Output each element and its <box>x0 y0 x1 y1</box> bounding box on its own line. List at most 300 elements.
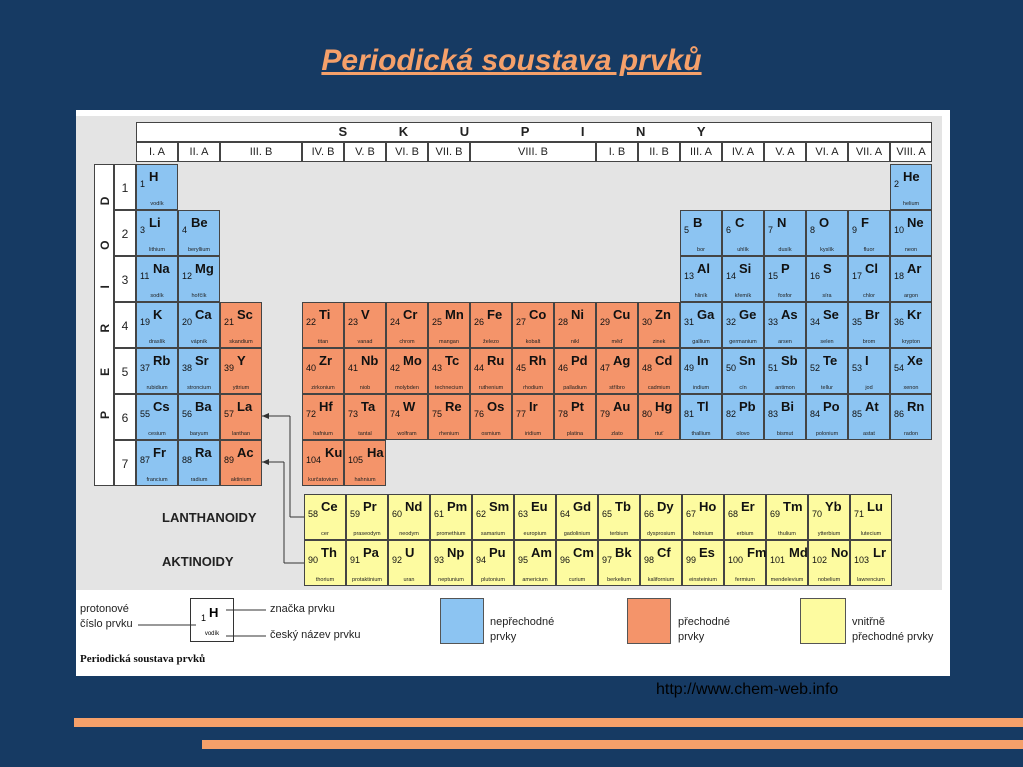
atomic-number: 54 <box>894 363 905 373</box>
element-name: fosfor <box>778 293 792 299</box>
element-symbol: Np <box>447 545 465 560</box>
legend-example-z: 1 <box>201 613 207 623</box>
element-symbol: Pt <box>571 399 584 414</box>
element-symbol: Pd <box>571 353 588 368</box>
atomic-number: 31 <box>684 317 695 327</box>
element-name: erbium <box>736 531 754 537</box>
element-symbol: Yb <box>825 499 842 514</box>
element-symbol: Se <box>823 307 839 322</box>
atomic-number: 74 <box>390 409 401 419</box>
atomic-number: 24 <box>390 317 401 327</box>
element-symbol: Al <box>697 261 710 276</box>
decorative-stripe-top <box>74 718 1023 727</box>
atomic-number: 25 <box>432 317 443 327</box>
element-symbol: Rb <box>153 353 171 368</box>
element-symbol: Eu <box>531 499 548 514</box>
element-symbol: I <box>865 353 869 368</box>
element-symbol: Xe <box>907 353 923 368</box>
element-name: dysprosium <box>646 531 676 537</box>
atomic-number: 63 <box>518 509 529 519</box>
atomic-number: 95 <box>518 555 529 565</box>
atomic-number: 53 <box>852 363 863 373</box>
atomic-number: 60 <box>392 509 403 519</box>
atomic-number: 78 <box>558 409 569 419</box>
element-symbol: Te <box>823 353 838 368</box>
element-name: protaktinium <box>352 577 382 583</box>
atomic-number: 30 <box>642 317 653 327</box>
legend-nontransition-label: nepřechodné prvky <box>490 616 555 643</box>
element-name: polonium <box>815 431 839 437</box>
element-name: vápník <box>190 339 208 345</box>
element-symbol: Sb <box>781 353 798 368</box>
element-name: cesium <box>148 431 166 437</box>
element-name: vodík <box>150 201 164 207</box>
element-symbol: Am <box>531 545 552 560</box>
atomic-number: 66 <box>644 509 655 519</box>
element-name: antimon <box>775 385 795 391</box>
element-name: gallium <box>692 339 710 345</box>
atomic-number: 10 <box>894 225 905 235</box>
element-name: baryum <box>189 431 209 437</box>
element-symbol: Ti <box>319 307 331 322</box>
element-name: cer <box>321 531 329 537</box>
atomic-number: 83 <box>768 409 779 419</box>
element-symbol: Sc <box>237 307 253 322</box>
element-name: selen <box>820 339 834 345</box>
atomic-number: 64 <box>560 509 571 519</box>
element-symbol: He <box>903 169 920 184</box>
legend-czech-name-label: český název prvku <box>270 629 361 641</box>
period-number-2: 2 <box>114 210 136 256</box>
legend-example-symbol: H <box>209 605 219 620</box>
element-symbol: Ta <box>361 399 376 414</box>
decorative-stripe-bottom <box>202 740 1023 749</box>
element-name: molybden <box>395 385 419 391</box>
element-name: nikl <box>570 339 580 345</box>
legend-caption: Periodická soustava prvků <box>80 653 206 665</box>
atomic-number: 75 <box>432 409 443 419</box>
atomic-number: 59 <box>350 509 361 519</box>
element-symbol: Tb <box>615 499 631 514</box>
element-symbol: Re <box>445 399 462 414</box>
element-name: thulium <box>778 531 796 537</box>
element-name: europium <box>523 531 547 537</box>
element-symbol: Cl <box>865 261 878 276</box>
element-symbol: Rh <box>529 353 547 368</box>
atomic-number: 47 <box>600 363 611 373</box>
atomic-number: 80 <box>642 409 653 419</box>
element-symbol: P <box>781 261 790 276</box>
element-name: síra <box>822 293 832 299</box>
element-symbol: Kr <box>907 307 922 322</box>
element-symbol: Ni <box>571 307 584 322</box>
element-symbol: Ge <box>739 307 757 322</box>
element-name: skandium <box>229 339 253 345</box>
atomic-number: 76 <box>474 409 485 419</box>
element-symbol: Ba <box>195 399 212 414</box>
atomic-number: 21 <box>224 317 235 327</box>
element-name: rhenium <box>439 431 459 437</box>
element-symbol: S <box>823 261 832 276</box>
element-name: neon <box>904 247 918 253</box>
atomic-number: 82 <box>726 409 737 419</box>
actinoids-label: AKTINOIDY <box>162 554 234 569</box>
atomic-number: 35 <box>852 317 863 327</box>
element-name: křemík <box>734 293 752 299</box>
atomic-number: 46 <box>558 363 569 373</box>
element-symbol: Lu <box>867 499 883 514</box>
element-symbol: La <box>237 399 253 414</box>
atomic-number: 105 <box>348 455 364 465</box>
element-name: vanad <box>357 339 373 345</box>
atomic-number: 73 <box>348 409 359 419</box>
element-name: palladium <box>563 385 587 391</box>
atomic-number: 8 <box>810 225 816 235</box>
element-name: francium <box>146 477 168 483</box>
atomic-number: 18 <box>894 271 905 281</box>
atomic-number: 58 <box>308 509 319 519</box>
atomic-number: 79 <box>600 409 611 419</box>
element-name: technecium <box>434 385 464 391</box>
element-symbol: Ru <box>487 353 505 368</box>
element-name: zlato <box>611 431 623 437</box>
element-symbol: Pb <box>739 399 756 414</box>
atomic-number: 42 <box>390 363 401 373</box>
element-name: holmium <box>692 531 714 537</box>
element-name: jod <box>865 385 873 391</box>
atomic-number: 40 <box>306 363 317 373</box>
element-name: brom <box>862 339 876 345</box>
element-symbol: Na <box>153 261 170 276</box>
element-symbol: N <box>777 215 787 230</box>
atomic-number: 65 <box>602 509 613 519</box>
atomic-number: 27 <box>516 317 527 327</box>
atomic-number: 89 <box>224 455 235 465</box>
atomic-number: 99 <box>686 555 697 565</box>
element-symbol: Cd <box>655 353 673 368</box>
element-name: sodík <box>150 293 164 299</box>
element-symbol: No <box>831 545 849 560</box>
group-header-12: IV. A <box>722 142 764 162</box>
atomic-number: 81 <box>684 409 695 419</box>
element-name: fluor <box>863 247 875 253</box>
atomic-number: 32 <box>726 317 737 327</box>
element-symbol: Cf <box>657 545 671 560</box>
group-header-16: VIII. A <box>890 142 932 162</box>
atomic-number: 22 <box>306 317 317 327</box>
element-name: neodym <box>399 531 419 537</box>
element-symbol: Gd <box>573 499 592 514</box>
period-number-7: 7 <box>114 440 136 486</box>
element-symbol: Be <box>191 215 208 230</box>
group-header-7: VII. B <box>428 142 470 162</box>
atomic-number: 85 <box>852 409 863 419</box>
element-symbol: Os <box>487 399 505 414</box>
atomic-number: 28 <box>558 317 569 327</box>
element-name: kyslík <box>820 247 834 253</box>
element-name: rtuť <box>654 431 664 437</box>
atomic-number: 88 <box>182 455 193 465</box>
legend-transition-swatch <box>627 598 671 644</box>
atomic-number: 4 <box>182 225 188 235</box>
element-symbol: Sr <box>195 353 209 368</box>
element-name: hahnium <box>354 477 376 483</box>
period-number-1: 1 <box>114 164 136 210</box>
atomic-number: 91 <box>350 555 361 565</box>
element-symbol: Po <box>823 399 840 414</box>
element-name: argon <box>903 293 919 299</box>
group-header-6: VI. B <box>386 142 428 162</box>
legend-inner-transition-swatch <box>800 598 846 644</box>
element-symbol: Mn <box>445 307 464 322</box>
atomic-number: 50 <box>726 363 737 373</box>
element-symbol: Er <box>741 499 755 514</box>
atomic-number: 52 <box>810 363 821 373</box>
element-name: rubidium <box>146 385 168 391</box>
element-name: uhlík <box>737 247 749 253</box>
atomic-number: 61 <box>434 509 445 519</box>
atomic-number: 2 <box>894 179 900 189</box>
element-name: arsen <box>778 339 792 345</box>
element-symbol: Ar <box>907 261 922 276</box>
element-symbol: K <box>153 307 163 322</box>
element-symbol: W <box>403 399 416 414</box>
atomic-number: 62 <box>476 509 487 519</box>
atomic-number: 98 <box>644 555 655 565</box>
group-header-15: VII. A <box>848 142 890 162</box>
atomic-number: 77 <box>516 409 527 419</box>
element-name: samarium <box>480 531 506 537</box>
element-name: chrom <box>399 339 415 345</box>
atomic-number: 67 <box>686 509 697 519</box>
atomic-number: 5 <box>684 225 690 235</box>
group-header-9: I. B <box>596 142 638 162</box>
element-symbol: Tm <box>783 499 803 514</box>
element-symbol: Dy <box>657 499 674 514</box>
atomic-number: 90 <box>308 555 319 565</box>
period-number-5: 5 <box>114 348 136 394</box>
element-symbol: Ca <box>195 307 212 322</box>
element-name: gadolinium <box>563 531 591 537</box>
group-header-2: II. A <box>178 142 220 162</box>
element-name: mangan <box>439 339 459 345</box>
element-symbol: Pm <box>447 499 468 514</box>
element-symbol: Nd <box>405 499 423 514</box>
atomic-number: 16 <box>810 271 821 281</box>
element-name: hliník <box>694 293 708 299</box>
element-symbol: Rn <box>907 399 925 414</box>
element-name: radium <box>190 477 208 483</box>
element-name: iridium <box>524 431 542 437</box>
element-name: draslík <box>148 339 166 345</box>
element-name: cadmium <box>647 385 671 391</box>
element-symbol: Au <box>613 399 631 414</box>
atomic-number: 70 <box>812 509 823 519</box>
atomic-number: 12 <box>182 271 193 281</box>
atomic-number: 92 <box>392 555 403 565</box>
element-symbol: O <box>819 215 830 230</box>
element-symbol: Tl <box>697 399 709 414</box>
element-name: měď <box>611 339 623 345</box>
atomic-number: 71 <box>854 509 865 519</box>
atomic-number: 100 <box>728 555 744 565</box>
element-symbol: Es <box>699 545 715 560</box>
element-symbol: Fm <box>747 545 767 560</box>
atomic-number: 56 <box>182 409 193 419</box>
element-name: nobelium <box>817 577 841 583</box>
atomic-number: 13 <box>684 271 695 281</box>
element-name: lanthan <box>231 431 251 437</box>
atomic-number: 17 <box>852 271 863 281</box>
element-name: stroncium <box>187 385 211 391</box>
element-symbol: Fe <box>487 307 503 322</box>
element-name: yttrium <box>232 385 250 391</box>
element-name: titan <box>317 339 329 345</box>
element-name: zinek <box>652 339 666 345</box>
group-header-3: III. B <box>220 142 302 162</box>
atomic-number: 6 <box>726 225 732 235</box>
element-symbol: Ga <box>697 307 715 322</box>
element-symbol: Br <box>865 307 880 322</box>
element-name: hafnium <box>313 431 333 437</box>
atomic-number: 29 <box>600 317 611 327</box>
atomic-number: 87 <box>140 455 151 465</box>
atomic-number: 34 <box>810 317 821 327</box>
element-name: rhodium <box>523 385 543 391</box>
element-symbol: Cm <box>573 545 594 560</box>
period-number-4: 4 <box>114 302 136 348</box>
element-symbol: Ir <box>529 399 538 414</box>
atomic-number: 39 <box>224 363 235 373</box>
element-symbol: Ce <box>321 499 338 514</box>
element-symbol: Y <box>237 353 246 368</box>
element-name: osmium <box>481 431 501 437</box>
group-header-10: II. B <box>638 142 680 162</box>
element-name: kalifornium <box>647 577 675 583</box>
element-symbol: Ha <box>367 445 384 460</box>
atomic-number: 93 <box>434 555 445 565</box>
element-name: thallium <box>691 431 711 437</box>
atomic-number: 51 <box>768 363 779 373</box>
atomic-number: 103 <box>854 555 870 565</box>
element-symbol: Si <box>739 261 752 276</box>
atomic-number: 11 <box>140 271 150 281</box>
atomic-number: 49 <box>684 363 695 373</box>
element-name: radon <box>903 431 919 437</box>
element-symbol: Zn <box>655 307 671 322</box>
element-symbol: As <box>781 307 798 322</box>
element-name: bor <box>697 247 705 253</box>
element-symbol: Ag <box>613 353 631 368</box>
atomic-number: 104 <box>306 455 322 465</box>
element-name: olovo <box>736 431 750 437</box>
element-name: thorium <box>315 577 335 583</box>
element-name: kurčatovium <box>308 477 338 483</box>
element-symbol: Th <box>321 545 337 560</box>
legend-symbol-label: značka prvku <box>270 603 335 615</box>
source-url[interactable]: http://www.chem-web.info <box>656 681 839 698</box>
element-name: promethium <box>436 531 466 537</box>
atomic-number: 37 <box>140 363 151 373</box>
atomic-number: 44 <box>474 363 485 373</box>
group-header-13: V. A <box>764 142 806 162</box>
legend-nontransition-swatch <box>440 598 484 644</box>
element-name: niob <box>359 385 371 391</box>
element-symbol: Md <box>789 545 808 560</box>
legend-transition-label: přechodné prvky <box>678 616 730 643</box>
atomic-number: 20 <box>182 317 193 327</box>
atomic-number: 68 <box>728 509 739 519</box>
element-symbol: In <box>697 353 709 368</box>
element-symbol: B <box>693 215 703 230</box>
element-symbol: Nb <box>361 353 379 368</box>
group-header-8: VIII. B <box>470 142 596 162</box>
atomic-number: 55 <box>140 409 151 419</box>
element-name: stříbro <box>609 385 625 391</box>
element-symbol: Pu <box>489 545 506 560</box>
element-name: bismut <box>776 431 794 437</box>
legend-proton-number: protonové číslo prvku <box>80 603 133 630</box>
group-header-5: V. B <box>344 142 386 162</box>
element-name: americium <box>522 577 548 583</box>
atomic-number: 43 <box>432 363 443 373</box>
periods-header: P E R I O D <box>94 164 114 486</box>
element-name: wolfram <box>397 431 417 437</box>
atomic-number: 48 <box>642 363 653 373</box>
element-name: mendelevium <box>770 577 804 583</box>
element-symbol: Ne <box>907 215 924 230</box>
element-symbol: Tc <box>445 353 460 368</box>
element-symbol: Sn <box>739 353 756 368</box>
element-name: helium <box>902 201 920 207</box>
element-symbol: V <box>361 307 370 322</box>
period-number-6: 6 <box>114 394 136 440</box>
element-name: germanium <box>729 339 757 345</box>
legend-inner-transition-label: vnitřně přechodné prvky <box>852 616 934 643</box>
element-symbol: Hf <box>319 399 333 414</box>
atomic-number: 9 <box>852 225 858 235</box>
atomic-number: 3 <box>140 225 146 235</box>
atomic-number: 69 <box>770 509 781 519</box>
element-symbol: F <box>861 215 869 230</box>
atomic-number: 57 <box>224 409 235 419</box>
element-name: ruthenium <box>478 385 504 391</box>
element-symbol: Fr <box>153 445 166 460</box>
element-symbol: Pa <box>363 545 379 560</box>
element-name: curium <box>568 577 586 583</box>
atomic-number: 23 <box>348 317 359 327</box>
element-name: indium <box>692 385 710 391</box>
element-symbol: C <box>735 215 745 230</box>
element-symbol: Ho <box>699 499 717 514</box>
element-name: lawrencium <box>857 577 885 583</box>
atomic-number: 72 <box>306 409 317 419</box>
element-name: uran <box>403 577 415 583</box>
element-name: lutecium <box>860 531 882 537</box>
element-symbol: Pr <box>363 499 377 514</box>
atomic-number: 86 <box>894 409 905 419</box>
atomic-number: 38 <box>182 363 193 373</box>
element-symbol: Cs <box>153 399 170 414</box>
element-name: tantal <box>358 431 372 437</box>
element-symbol: Ac <box>237 445 254 460</box>
element-symbol: Cu <box>613 307 631 322</box>
element-name: praseodym <box>353 531 381 537</box>
element-name: lithium <box>149 247 165 253</box>
atomic-number: 102 <box>812 555 828 565</box>
element-symbol: U <box>405 545 415 560</box>
element-symbol: Zr <box>319 353 332 368</box>
